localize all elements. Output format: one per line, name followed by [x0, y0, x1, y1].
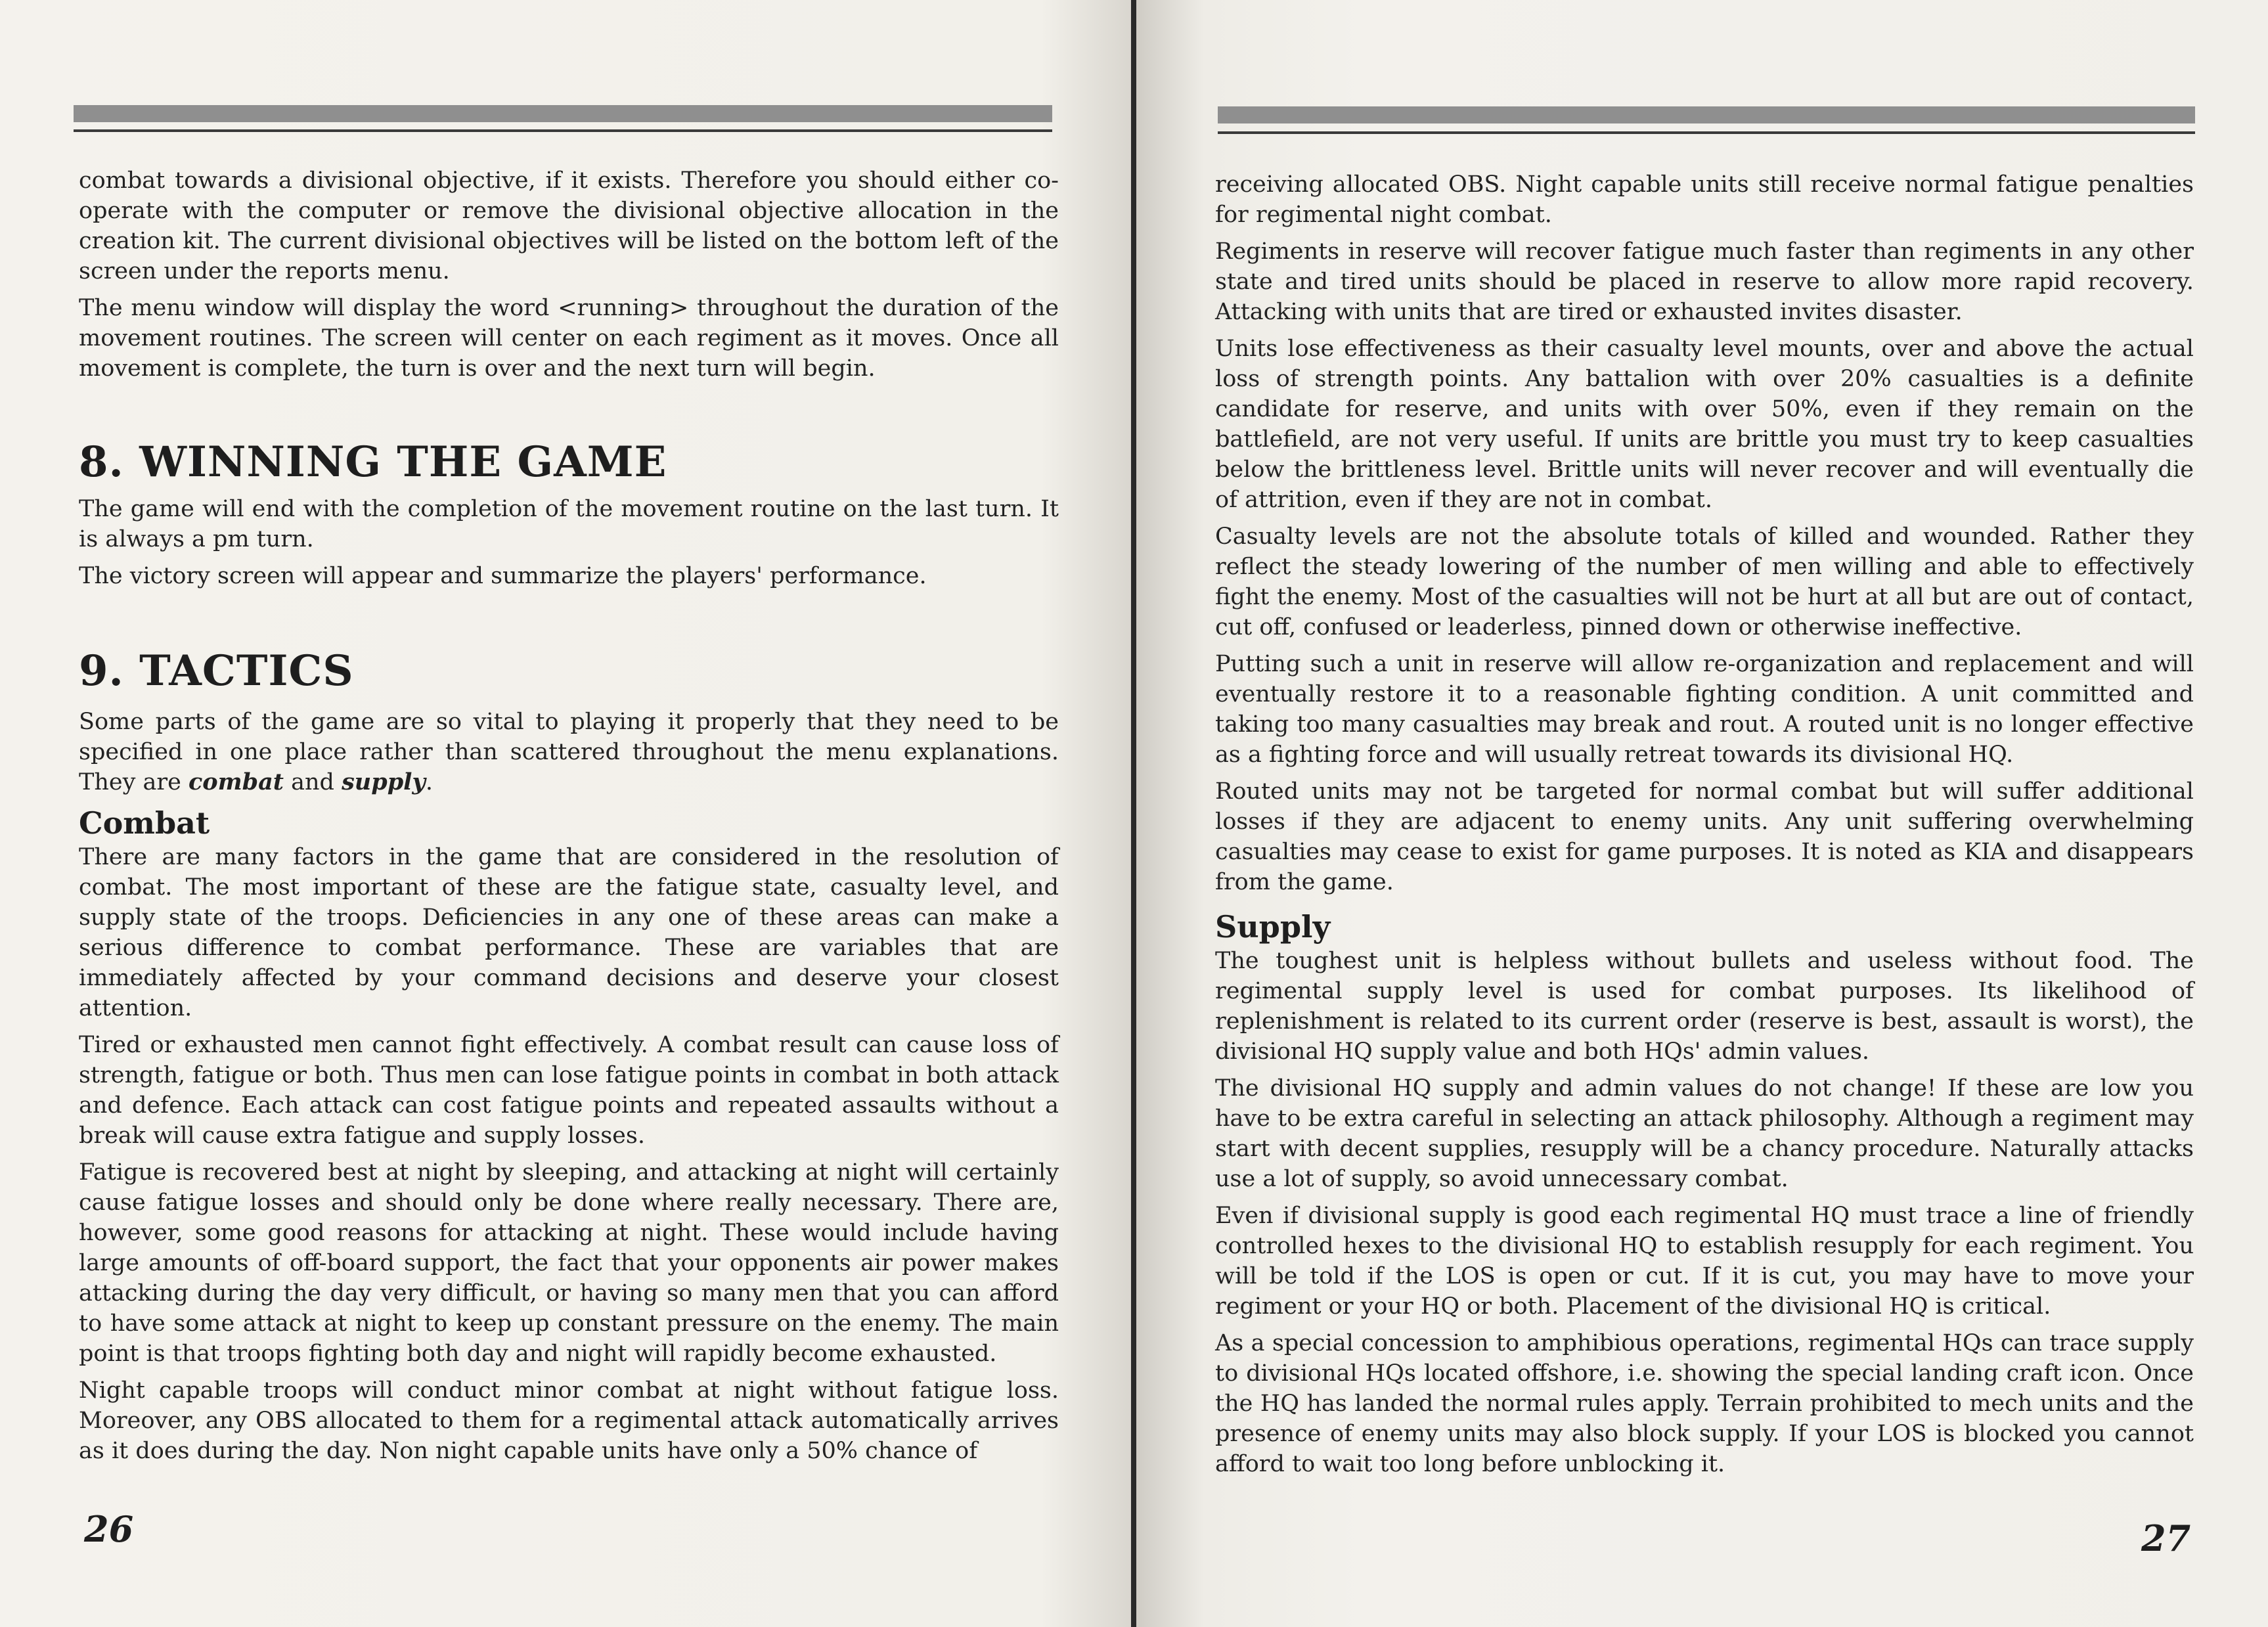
header-rule-bar [1218, 106, 2195, 123]
paragraph: combat towards a divisional objective, if it exists. Therefore you should either co-operate with the computer or remove the divisional objective allocation in the creation kit. The current divisional objectives will be listed on the bottom left of the screen under the reports menu. [79, 167, 1059, 284]
paragraph: Night capable troops will conduct minor combat at night without fatigue loss. Moreover, any OBS allocated to them for a regimental attack automatically arrives as it does during the day. Non night capable units have only a 50% chance of [79, 1377, 1059, 1464]
left-page [0, 0, 1131, 1627]
paragraph: The divisional HQ supply and admin values do not change! If these are low you have to be extra careful in selecting an attack philosophy. Although a regiment may start with decent supplies, resupply will be a chancy procedure. Naturally attacks use a lot of supply, so avoid unnecessary combat. [1215, 1075, 2194, 1192]
paragraph: Putting such a unit in reserve will allow re-organization and replacement and will eventually restore it to a reasonable fighting condition. A unit committed and taking too many casualties may break and rout. A routed unit is no longer effective as a fighting force and will usually retreat towards its divisional HQ. [1215, 651, 2194, 768]
paragraph: The toughest unit is helpless without bullets and useless without food. The regimental supply level is used for combat purposes. Its likelihood of replenishment is related to its current order (reserve is best, assault is worst), the divisional HQ supply value and both HQs' admin values. [1215, 948, 2194, 1065]
paragraph: Units lose effectiveness as their casualty level mounts, over and above the actual loss of strength points. Any battalion with over 20% casualties is a definite candidate for reserve, and units with over 50%, even if they remain on the battlefield, are not very useful. If units are brittle you must try to keep casualties below the brittleness level. Brittle units will never recover and will eventually die of attrition, even if they are not in combat. [1215, 336, 2194, 513]
paragraph: Regiments in reserve will recover fatigue much faster than regiments in any other state and tired units should be placed in reserve to allow more rapid recovery. Attacking with units that are tired or exhausted invites disaster. [1215, 238, 2194, 325]
right-page [1136, 0, 2268, 1627]
term-supply: supply [342, 769, 426, 795]
paragraph: The game will end with the completion of the movement routine on the last turn. It is always a pm turn. [79, 496, 1059, 552]
paragraph: There are many factors in the game that are considered in the resolution of combat. The most important of these are the fatigue state, casualty level, and supply state of the troops. Deficiencies in any one of these areas can make a serious difference to combat performance. These are variables that are immediately affected by your command decisions and deserve your closest attention. [79, 844, 1059, 1021]
page-number-left: 26 [84, 1508, 134, 1550]
paragraph: Fatigue is recovered best at night by sleeping, and attacking at night will certainly cause fatigue losses and should only be done where really necessary. There are, however, some good reasons for attacking at night. These would include having large amounts of off-board support, the fact that your opponents air power makes attacking during the day very difficult, or having so many men that you can afford to have some attack at night to keep up constant pressure on the enemy. The main point is that troops fighting both day and night will rapidly become exhausted. [79, 1159, 1059, 1367]
section-heading-tactics: 9. TACTICS [79, 646, 354, 696]
header-rule-bar [74, 105, 1052, 122]
subheading-combat: Combat [79, 805, 210, 841]
term-combat: combat [188, 769, 284, 795]
book-gutter [1131, 0, 1136, 1627]
period: . [425, 769, 433, 795]
paragraph-tactics-intro [79, 707, 1059, 797]
left-page-content [79, 166, 1059, 1473]
tactics-intro-text: Some parts of the game are so vital to playing it properly that they need to be specified in one place rather than scattered throughout the menu explanations. They are [79, 709, 1059, 795]
section-heading-winning: 8. WINNING THE GAME [79, 437, 667, 487]
page-number-right: 27 [2141, 1517, 2191, 1559]
paragraph: As a special concession to amphibious operations, regimental HQs can trace supply to divisional HQs located offshore, i.e. showing the special landing craft icon. Once the HQ has landed the normal rules apply. Terrain prohibited to mech units and the presence of enemy units may also block supply. If your LOS is blocked you cannot afford to wait too long before unblocking it. [1215, 1330, 2194, 1477]
header-rule-line [1218, 131, 2195, 134]
paragraph: Casualty levels are not the absolute totals of killed and wounded. Rather they reflect the steady lowering of the number of men willing and able to effectively fight the enemy. Most of the casualties will not be hurt at all but are out of contact, cut off, confused or leaderless, pinned down or otherwise ineffective. [1215, 524, 2194, 640]
paragraph: Tired or exhausted men cannot fight effectively. A combat result can cause loss of strength, fatigue or both. Thus men can lose fatigue points in combat in both attack and defence. Each attack can cost fatigue points and repeated assaults without a break will cause extra fatigue and supply losses. [79, 1032, 1059, 1149]
right-page-content [1215, 169, 2194, 1486]
header-rule-line [74, 129, 1052, 132]
paragraph: Routed units may not be targeted for normal combat but will suffer additional losses if they are adjacent to enemy units. Any unit suffering overwhelming casualties may cease to exist for game purposes. It is noted as KIA and disappears from the game. [1215, 778, 2194, 895]
paragraph: The victory screen will appear and summarize the players' performance. [79, 563, 927, 589]
paragraph: The menu window will display the word <running> throughout the duration of the movement routines. The screen will center on each regiment as it moves. Once all movement is complete, the turn is over and the next turn will begin. [79, 295, 1059, 382]
paragraph: receiving allocated OBS. Night capable units still receive normal fatigue penalties for regimental night combat. [1215, 171, 2194, 228]
paragraph: Even if divisional supply is good each regimental HQ must trace a line of friendly controlled hexes to the divisional HQ to establish resupply for each regiment. You will be told if the LOS is open or cut. If it is cut, you may have to move your regiment or your HQ or both. Placement of the divisional HQ is critical. [1215, 1203, 2194, 1320]
subheading-supply: Supply [1215, 909, 1331, 945]
and-word: and [291, 769, 334, 795]
